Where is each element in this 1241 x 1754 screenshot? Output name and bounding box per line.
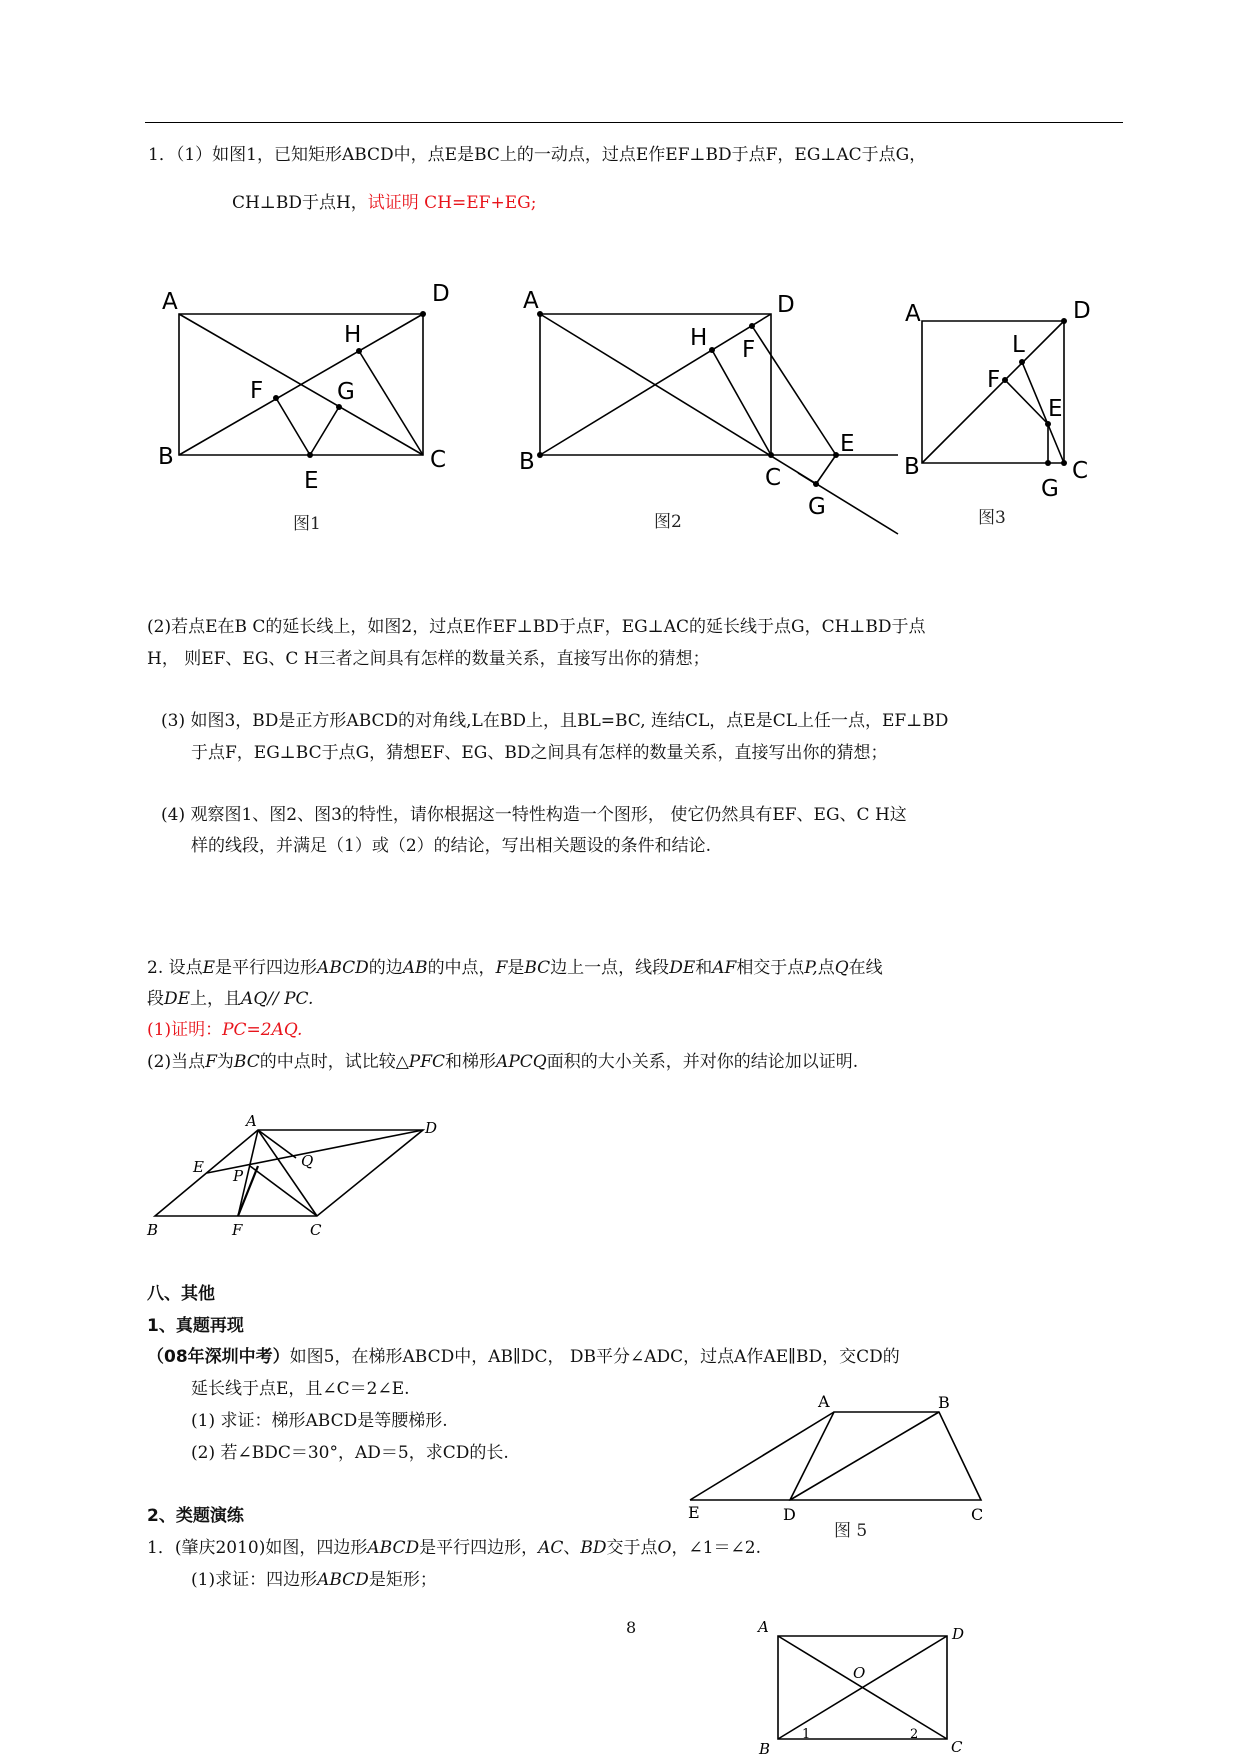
fig2-label-E: E [840,431,855,457]
q2-line1: 2. 设点E是平行四边形ABCD的边AB的中点，F是BC边上一点，线段DE和AF相交于点P,点Q在线 [147,958,883,978]
fig3-label-D: D [1073,298,1091,324]
figure-rectangle-O [756,1618,964,1754]
q1-part3-line1: (3) 如图3，BD是正方形ABCD的对角线,L在BD上，且BL=BC, 连结CL，点E是CL上任一点，EF⊥BD [161,711,949,731]
fig2-caption: 图2 [654,512,682,532]
fig3-label-B: B [904,454,920,480]
fig6-angle-2: 2 [910,1727,919,1742]
q1-part4-line2: 样的线段，并满足（1）或（2）的结论，写出相关题设的条件和结论. [191,836,712,856]
fig3-caption: 图3 [978,508,1006,528]
zk-part1: (1) 求证：梯形ABCD是等腰梯形. [191,1411,448,1431]
parallelogram-figure [146,1112,437,1239]
q2-fig-label-C: C [310,1221,322,1239]
fig3-label-E: E [1048,396,1063,422]
practice-q1-part1: (1)求证：四边形ABCD是矩形； [191,1570,437,1590]
zk-question-line1: （08年深圳中考）如图5，在梯形ABCD中，AB∥DC， DB平分∠ADC，过点A作AE∥BD，交CD的 [147,1347,900,1367]
fig6-label-B: B [759,1740,771,1754]
q1-part2-line1: (2)若点E在B C的延长线上，如图2，过点E作EF⊥BD于点F，EG⊥AC的延长线于点G，CH⊥BD于点 [147,617,926,637]
fig6-angle-1: 1 [802,1727,811,1742]
q2-part1: (1)证明：PC=2AQ. [147,1020,303,1040]
fig1-label-F: F [250,378,264,404]
fig6-label-A: A [758,1618,769,1636]
fig1-label-B: B [158,444,174,470]
fig1-label-E: E [304,468,319,494]
q1-part2-line2: H， 则EF、EG、C H三者之间具有怎样的数量关系，直接写出你的猜想； [147,649,710,669]
q2-fig-label-D: D [425,1119,438,1137]
fig3-label-C: C [1072,458,1089,484]
fig1-label-D: D [432,281,450,307]
fig6-label-D: D [952,1625,965,1643]
q2-line2: 段DE上，且AQ// PC. [147,989,314,1009]
q2-part2: (2)当点F为BC的中点时，试比较△PFC和梯形APCQ面积的大小关系，并对你的结论加以证明. [147,1052,859,1072]
fig6-label-O: O [853,1664,866,1682]
fig3-label-L: L [1012,332,1025,358]
fig3-label-G: G [1041,476,1059,502]
fig5-label-E: E [688,1503,700,1522]
fig5-label-D: D [783,1505,796,1524]
fig2-label-H: H [690,325,708,351]
fig5-label-A: A [818,1392,830,1411]
fig1-label-G: G [337,379,355,405]
fig1-caption: 图1 [293,514,321,534]
zk-question-line2: 延长线于点E，且∠C＝2∠E. [191,1379,410,1399]
fig2-label-A: A [523,288,539,314]
fig3-label-F: F [987,367,1001,393]
q2-fig-label-B: B [147,1221,159,1239]
fig5-caption: 图 5 [834,1521,868,1541]
fig2-label-C: C [765,465,782,491]
fig2-label-D: D [777,292,795,318]
fig2-label-G: G [808,494,826,520]
q1-part3-line2: 于点F，EG⊥BC于点G，猜想EF、EG、BD之间具有怎样的数量关系，直接写出你的猜想； [191,743,888,763]
zk-part2: (2) 若∠BDC＝30°，AD＝5，求CD的长. [191,1443,509,1463]
subheading-practice: 2、类题演练 [147,1506,244,1526]
q1-part4-line1: (4) 观察图1、图2、图3的特性，请你根据这一特性构造一个图形， 使它仍然具有EF、EG、C H这 [161,805,907,825]
fig6-label-C: C [951,1738,963,1754]
q2-fig-label-P: P [233,1167,244,1185]
q2-fig-label-Q: Q [301,1152,314,1170]
fig3-label-A: A [905,301,921,327]
q1-line2: CH⊥BD于点H，试证明 CH=EF+EG; [232,193,537,213]
fig5-label-B: B [938,1393,950,1412]
practice-q1-line1: 1．(肇庆2010)如图，四边形ABCD是平行四边形，AC、BD交于点O，∠1＝∠2. [147,1538,761,1558]
q2-fig-label-F: F [232,1221,243,1239]
fig5-label-C: C [971,1505,984,1524]
q2-fig-label-E: E [193,1158,204,1176]
q1-prove-target: 试证明 CH=EF+EG; [367,193,537,213]
section-heading-other: 八、其他 [147,1284,215,1304]
fig1-label-C: C [430,447,447,473]
page-number: 8 [626,1618,637,1637]
fig1-label-H: H [344,322,362,348]
fig1-label-A: A [162,289,178,315]
q2-fig-label-A: A [246,1112,257,1130]
q1-line1: 1．（1）如图1，已知矩形ABCD中，点E是BC上的一动点，过点E作EF⊥BD于点F，EG⊥AC于点G， [148,145,927,165]
fig2-label-B: B [519,449,535,475]
zk-source-tag: （08年深圳中考） [147,1347,290,1367]
fig2-label-F: F [742,337,756,363]
figure-5 [688,1392,983,1541]
subheading-real-exam: 1、真题再现 [147,1316,244,1336]
